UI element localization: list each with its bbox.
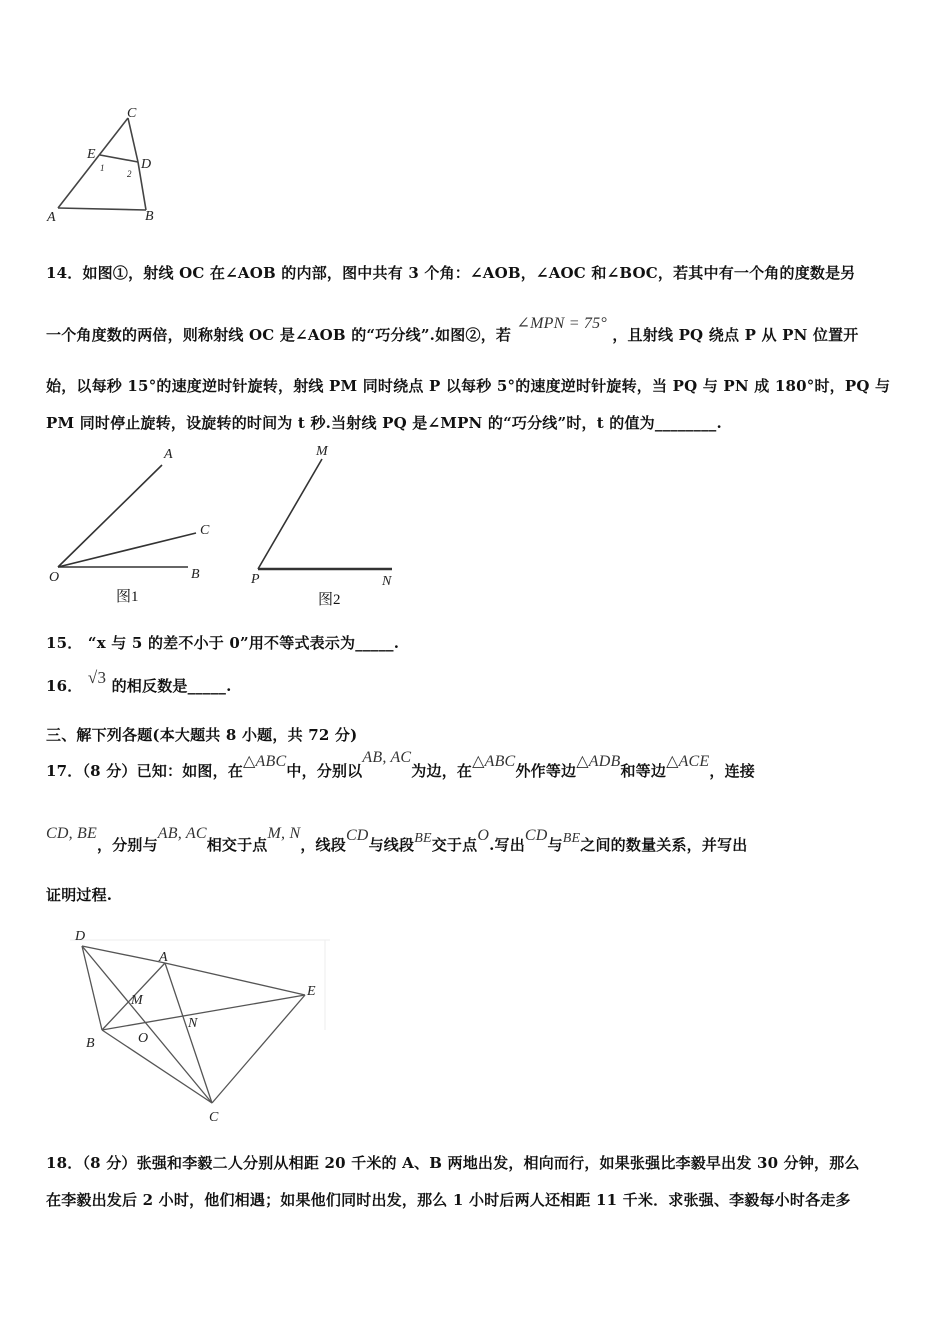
q17-math-be: BE	[414, 831, 432, 846]
label-P: P	[251, 572, 260, 587]
label-C: C	[127, 106, 137, 121]
q17-text-2: 中，分别以	[286, 762, 363, 780]
q17-text-10: 与线段	[368, 836, 415, 854]
q17-text-9: ，线段	[300, 836, 346, 854]
label-C: C	[209, 1110, 219, 1125]
q17-math-tri-abc-2: △ABC	[472, 753, 516, 770]
q17-math-ab-ac: AB, AC	[362, 749, 412, 766]
label-B: B	[86, 1036, 95, 1051]
q17-math-o: O	[477, 827, 490, 844]
q17-text-5: 和等边	[620, 762, 667, 780]
q15-text: 15． “x 与 5 的差不小于 0”用不等式表示为_____.	[46, 634, 400, 652]
label-A: A	[159, 950, 168, 965]
label-D: D	[141, 157, 152, 172]
q16-number: 16．	[46, 677, 83, 695]
label-D: D	[75, 929, 86, 944]
q17-line3: 证明过程.	[46, 886, 113, 904]
q17-text-4: 外作等边	[515, 762, 577, 780]
q16-text: 的相反数是_____.	[111, 677, 232, 695]
q18-line2: 在李毅出发后 2 小时，他们相遇；如果他们同时出发，那么 1 小时后两人还相距 11 千米．求张强、李毅每小时各走多	[46, 1191, 851, 1209]
q17-text-6: ，连接	[709, 762, 756, 780]
q17-math-cd-be: CD, BE	[46, 825, 97, 842]
q17-text-1: 17．（8 分）已知：如图，在	[46, 762, 244, 780]
q17-math-be-2: BE	[562, 831, 581, 846]
caption-fig1: 图1	[116, 589, 139, 605]
q17-text-13: 与	[547, 836, 563, 854]
q14-line4: PM 同时停止旋转，设旋转的时间为 t 秒.当射线 PQ 是∠MPN 的“巧分线”时，t 的值为________.	[46, 414, 722, 432]
section-3-title: 三、解下列各题(本大题共 8 小题，共 72 分)	[46, 726, 358, 744]
q17-math-m-n: M, N	[267, 825, 301, 842]
q17-text-11: 交于点	[431, 836, 478, 854]
q14-line2-text-a: 一个角度数的两倍，则称射线 OC 是∠AOB 的“巧分线”.如图②，若	[46, 326, 512, 344]
q17-math-cd: CD	[345, 827, 369, 844]
q17-text-12: .写出	[489, 836, 525, 854]
q17-math-tri-abc: △ABC	[243, 753, 287, 770]
label-A: A	[47, 210, 56, 225]
caption-fig2: 图2	[318, 592, 341, 608]
label-M: M	[131, 993, 143, 1008]
q17-text-3: 为边，在	[411, 762, 473, 780]
label-B: B	[145, 209, 154, 224]
q14-line3: 始，以每秒 15°的速度逆时针旋转，射线 PM 同时绕点 P 以每秒 5°的速度逆时针旋转，当 PQ 与 PN 成 180°时，PQ 与	[46, 377, 891, 395]
label-angle-2: 2	[127, 169, 132, 179]
q17-math-ab-ac-2: AB, AC	[157, 825, 207, 842]
q14-line2-text-b: ，且射线 PQ 绕点 P 从 PN 位置开	[612, 326, 859, 344]
label-A: A	[164, 447, 173, 462]
q17-math-tri-adb: △ADB	[576, 753, 621, 770]
label-B: B	[191, 567, 200, 582]
q14-line1: 14．如图①，射线 OC 在∠AOB 的内部，图中共有 3 个角：∠AOB，∠AOC 和∠BOC，若其中有一个角的度数是另	[46, 264, 856, 282]
label-E: E	[307, 984, 316, 999]
label-O: O	[138, 1031, 149, 1046]
q17-text-7: ，分别与	[96, 836, 158, 854]
label-M: M	[316, 444, 328, 459]
label-angle-1: 1	[100, 163, 105, 173]
label-O: O	[49, 570, 60, 585]
q14-angle-formula: ∠MPN = 75°	[516, 315, 607, 332]
label-C: C	[200, 523, 210, 538]
q18-line1: 18．（8 分）张强和李毅二人分别从相距 20 千米的 A、B 两地出发，相向而行，如果张强比李毅早出发 30 分钟，那么	[46, 1154, 860, 1172]
label-N: N	[382, 574, 392, 589]
q17-math-cd-2: CD	[524, 827, 548, 844]
label-N: N	[188, 1016, 198, 1031]
q16-sqrt3: √3	[87, 668, 107, 687]
label-E: E	[87, 147, 96, 162]
q17-text-14: 之间的数量关系，并写出	[580, 836, 748, 854]
q17-math-tri-ace: △ACE	[666, 753, 710, 770]
q17-text-8: 相交于点	[206, 836, 268, 854]
